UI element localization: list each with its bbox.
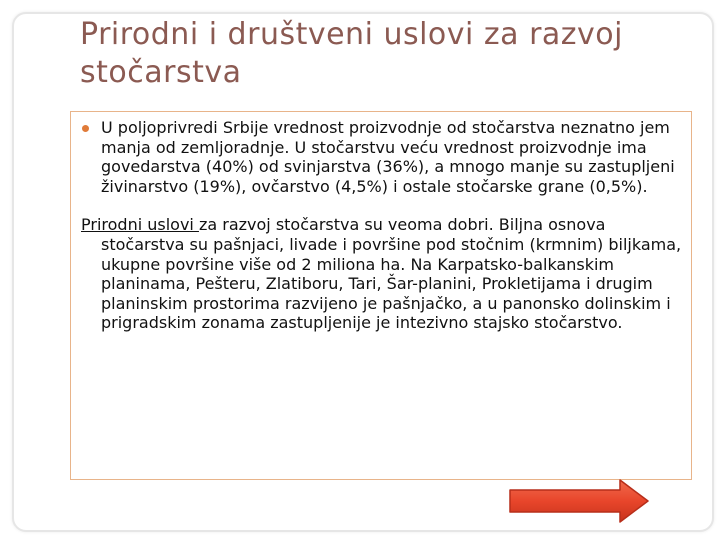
paragraph-natural-conditions [81,215,683,333]
bullet-paragraph [81,118,683,196]
right-arrow-icon [508,478,652,524]
paragraph-text: za razvoj stočarstva su veoma dobri. Biljna osnova stočarstva su pašnjaci, livade i površine pod stočnim (krmnim) biljkama, ukupne površine više od 2 miliona ha. Na Karpatsko-balkanskim planinama, Pešteru, Zlatiboru, Tari, Šar-planini, Prokletijama i drugim planinskim prostorima razvijeno je pašnjačko, a u panonsko dolinskim i prigradskim zonama zastupljenije je intezivno stajsko stočarstvo. [101,215,682,333]
next-slide-button[interactable] [508,478,652,524]
slide-title: Prirodni i društveni uslovi za razvoj stočarstva [80,17,623,90]
bullet-text: U poljoprivredi Srbije vrednost proizvodnje od stočarstva neznatno jem manja od zemljoradnje. U stočarstvu veću vrednost proizvodnje ima govedarstva (40%) od svinjarstva (36%), a mnogo manje su zastupljeni živinarstvo (19%), ovčarstvo (4,5%) i ostale stočarske grane (0,5%). [101,118,675,196]
underlined-phrase: Prirodni uslovi [81,215,199,235]
content-box [70,111,692,480]
bullet-icon [82,125,89,132]
